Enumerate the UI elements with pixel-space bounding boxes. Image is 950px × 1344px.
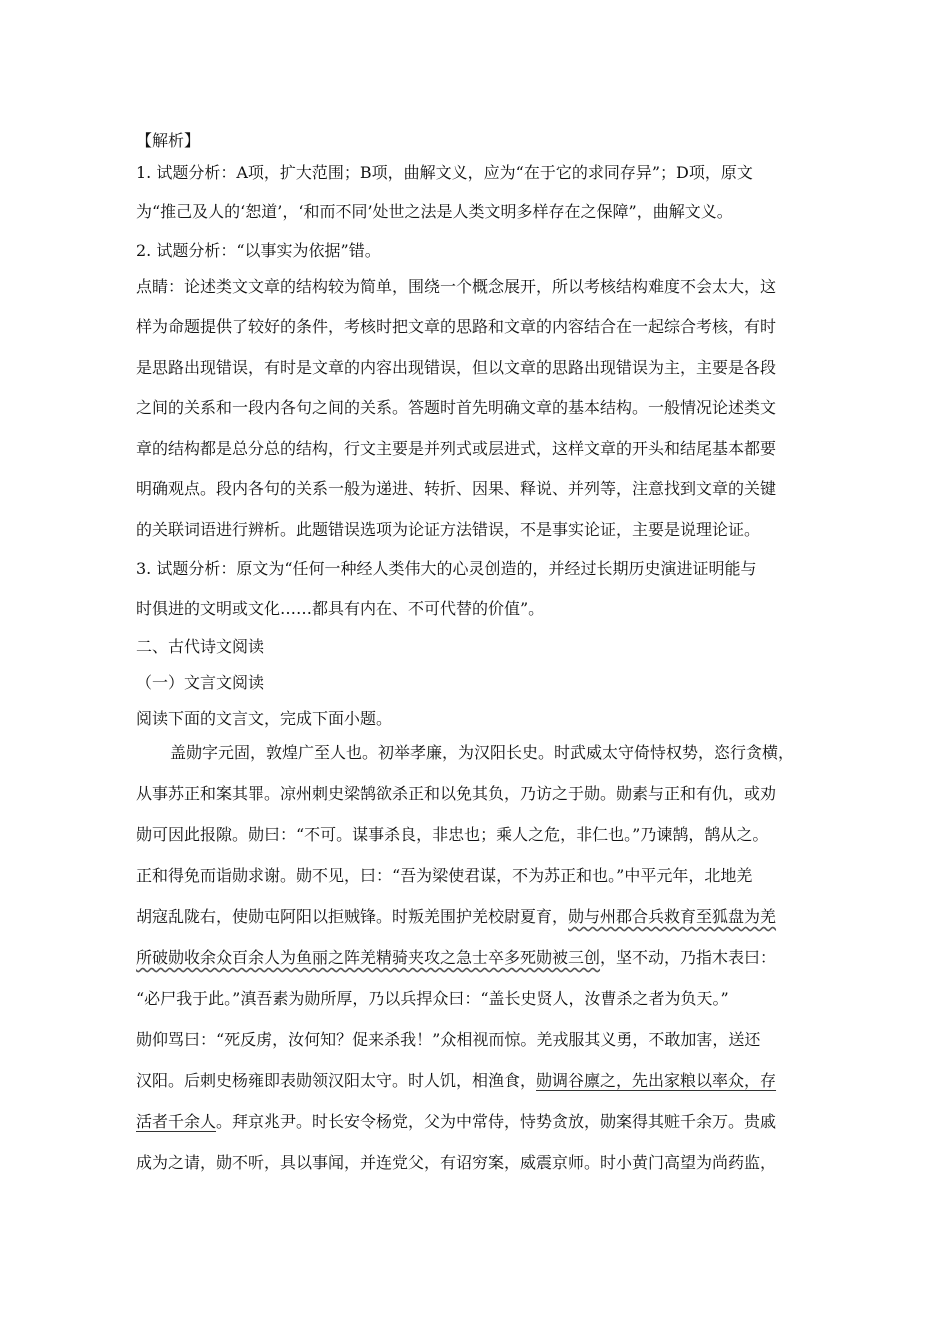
- passage-text: 。拜京兆尹。时长安令杨党，父为中常侍，恃势贪放，勋案得其赃千余万。贵戚: [216, 1112, 777, 1131]
- comment-line-2: 样为命题提供了较好的条件，考核时把文章的思路和文章的内容结合在一起综合考核，有时: [136, 317, 777, 336]
- underlined-question-text: 所破勋收余众百余人为鱼丽之阵羌精骑夹攻之急士卒多死勋被三创: [136, 948, 601, 967]
- passage-line-5: [136, 906, 776, 928]
- answer-3-line-2: 时俱进的文明或文化……都具有内在、不可代替的价值”。: [136, 599, 545, 618]
- underlined-translation-sentence: 勋调谷廪之，先出家粮以率众，存: [536, 1071, 777, 1090]
- passage-line-8: 勋仰骂曰：“死反虏，汝何知？促来杀我！”众相视而惊。羌戎服其义勇，不敢加害，送还: [136, 1030, 761, 1049]
- passage-line-3: 勋可因此报隙。勋曰：“不可。谋事杀良，非忠也；乘人之危，非仁也。”乃谏鹄，鹄从之。: [136, 825, 769, 844]
- answer-1-line-1: 1. 试题分析：A项，扩大范围；B项，曲解文义，应为“在于它的求同存异”；D项，原文: [136, 163, 753, 182]
- comment-line-4: 之间的关系和一段内各句之间的关系。答题时首先明确文章的基本结构。一般情况论述类文: [136, 398, 777, 417]
- passage-line-7: “必尸我于此。”滇吾素为勋所厚，乃以兵捍众曰：“盖长史贤人，汝曹杀之者为负天。”: [136, 989, 729, 1008]
- answer-3-line-1: 3. 试题分析：原文为“任何一种经人类伟大的心灵创造的，并经过长期历史演进证明能与: [136, 559, 757, 578]
- comment-line-6: 明确观点。段内各句的关系一般为递进、转折、因果、释说、并列等，注意找到文章的关键: [136, 479, 777, 498]
- passage-line-9: [136, 1070, 776, 1092]
- reading-instruction: 阅读下面的文言文，完成下面小题。: [136, 709, 393, 728]
- answer-2: 2. 试题分析：“以事实为依据”错。: [136, 241, 381, 260]
- section-heading-classical-poetry: 二、古代诗文阅读: [136, 637, 265, 656]
- section-heading-analysis: 【解析】: [136, 131, 201, 150]
- passage-line-10: [136, 1111, 776, 1133]
- passage-text: ，坚不动，乃指木表曰：: [600, 948, 777, 967]
- passage-text: 胡寇乱陇右，使勋屯阿阳以拒贼锋。时叛羌围护羌校尉夏育，: [136, 907, 569, 926]
- passage-line-6: [136, 947, 776, 969]
- comment-line-7: 的关联词语进行辨析。此题错误选项为论证方法错误，不是事实论证，主要是说理论证。: [136, 520, 761, 539]
- underlined-question-text: 勋与州郡合兵救育至狐盘为羌: [568, 907, 777, 926]
- passage-line-1: 盖勋字元固，敦煌广至人也。初举孝廉，为汉阳长史。时武威太守倚恃权势，恣行贪横，: [170, 743, 795, 762]
- passage-line-2: 从事苏正和案其罪。凉州刺史梁鹄欲杀正和以免其负，乃访之于勋。勋素与正和有仇，或劝: [136, 784, 777, 803]
- passage-line-4: 正和得免而诣勋求谢。勋不见，曰：“吾为梁使君谋，不为苏正和也。”中平元年，北地羌: [136, 866, 753, 885]
- comment-line-3: 是思路出现错误，有时是文章的内容出现错误，但以文章的思路出现错误为主，主要是各段: [136, 358, 777, 377]
- answer-1-line-2: 为“推己及人的‘恕道’，‘和而不同’处世之法是人类文明多样存在之保障”，曲解文义。: [136, 202, 733, 221]
- underlined-translation-sentence: 活者千余人: [136, 1112, 217, 1131]
- passage-text: 汉阳。后刺史杨雍即表勋领汉阳太守。时人饥，相渔食，: [136, 1071, 537, 1090]
- subsection-heading-classical-prose: （一）文言文阅读: [136, 673, 265, 692]
- passage-line-11: 成为之请，勋不听，具以事闻，并连党父，有诏穷案，威震京师。时小黄门高望为尚药监，: [136, 1153, 777, 1172]
- comment-line-1: 点睛：论述类文文章的结构较为简单，围绕一个概念展开，所以考核结构难度不会太大，这: [136, 277, 777, 296]
- comment-line-5: 章的结构都是总分总的结构，行文主要是并列式或层进式，这样文章的开头和结尾基本都要: [136, 439, 777, 458]
